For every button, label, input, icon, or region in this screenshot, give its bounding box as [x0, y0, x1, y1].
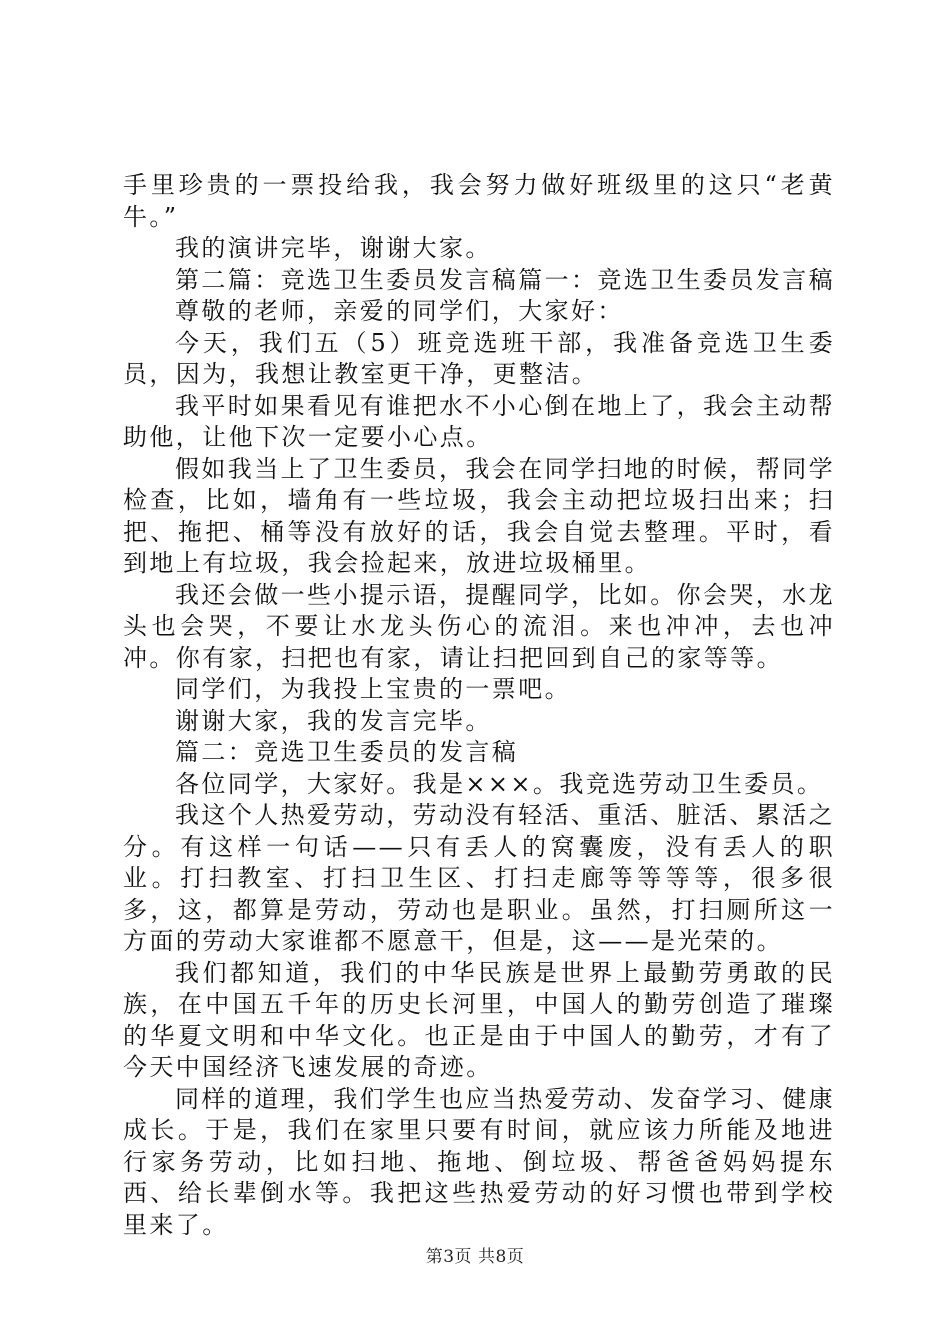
paragraph: 今天，我们五（5）班竞选班干部，我准备竞选卫生委员，因为，我想让教室更干净，更整洁。 — [123, 328, 835, 388]
document-body — [123, 170, 835, 1241]
section-heading: 第二篇：竞选卫生委员发言稿篇一：竞选卫生委员发言稿 — [175, 265, 835, 294]
paragraph: 我平时如果看见有谁把水不小心倒在地上了，我会主动帮助他，让他下次一定要小心点。 — [123, 391, 835, 451]
paragraph: 同样的道理，我们学生也应当热爱劳动、发奋学习、健康成长。于是，我们在家里只要有时间，就应该力所能及地进行家务劳动，比如扫地、拖地、倒垃圾、帮爸爸妈妈提东西、给长辈倒水等。我把这些热爱劳动的好习惯也带到学校里来了。 — [123, 1084, 835, 1239]
section-heading: 篇二：竞选卫生委员的发言稿 — [175, 738, 519, 766]
paragraph: 各位同学，大家好。我是×××。我竞选劳动卫生委员。 — [175, 769, 824, 798]
paragraph: 谢谢大家，我的发言完毕。 — [175, 706, 492, 735]
paragraph: 尊敬的老师，亲爱的同学们，大家好： — [175, 297, 624, 325]
paragraph: 我的演讲完毕，谢谢大家。 — [175, 234, 492, 262]
page-number-footer: 第3页 共8页 — [425, 1247, 525, 1267]
paragraph: 同学们，为我投上宝贵的一票吧。 — [175, 675, 571, 703]
paragraph: 我还会做一些小提示语，提醒同学，比如。你会哭，水龙头也会哭，不要让水龙头伤心的流泪。来也冲冲，去也冲冲。你有家，扫把也有家，请让扫把回到自己的家等等。 — [123, 580, 835, 672]
paragraph: 我们都知道，我们的中华民族是世界上最勤劳勇敢的民族，在中国五千年的历史长河里，中国人的勤劳创造了璀璨的华夏文明和中华文化。也正是由于中国人的勤劳，才有了今天中国经济飞速发展的奇迹。 — [123, 958, 835, 1081]
paragraph: 假如我当上了卫生委员，我会在同学扫地的时候，帮同学检查，比如，墙角有一些垃圾，我会主动把垃圾扫出来；扫把、拖把、桶等没有放好的话，我会自觉去整理。平时，看到地上有垃圾，我会捡起来，放进垃圾桶里。 — [123, 454, 835, 577]
paragraph: 我这个人热爱劳动，劳动没有轻活、重活、脏活、累活之分。有这样一句话——只有丢人的窝囊废，没有丢人的职业。打扫教室、打扫卫生区、打扫走廊等等等等，很多很多，这，都算是劳动，劳动也是职业。虽然，打扫厕所这一方面的劳动大家谁都不愿意干，但是，这——是光荣的。 — [123, 801, 835, 955]
paragraph: 手里珍贵的一票投给我，我会努力做好班级里的这只“老黄牛。” — [123, 171, 835, 231]
